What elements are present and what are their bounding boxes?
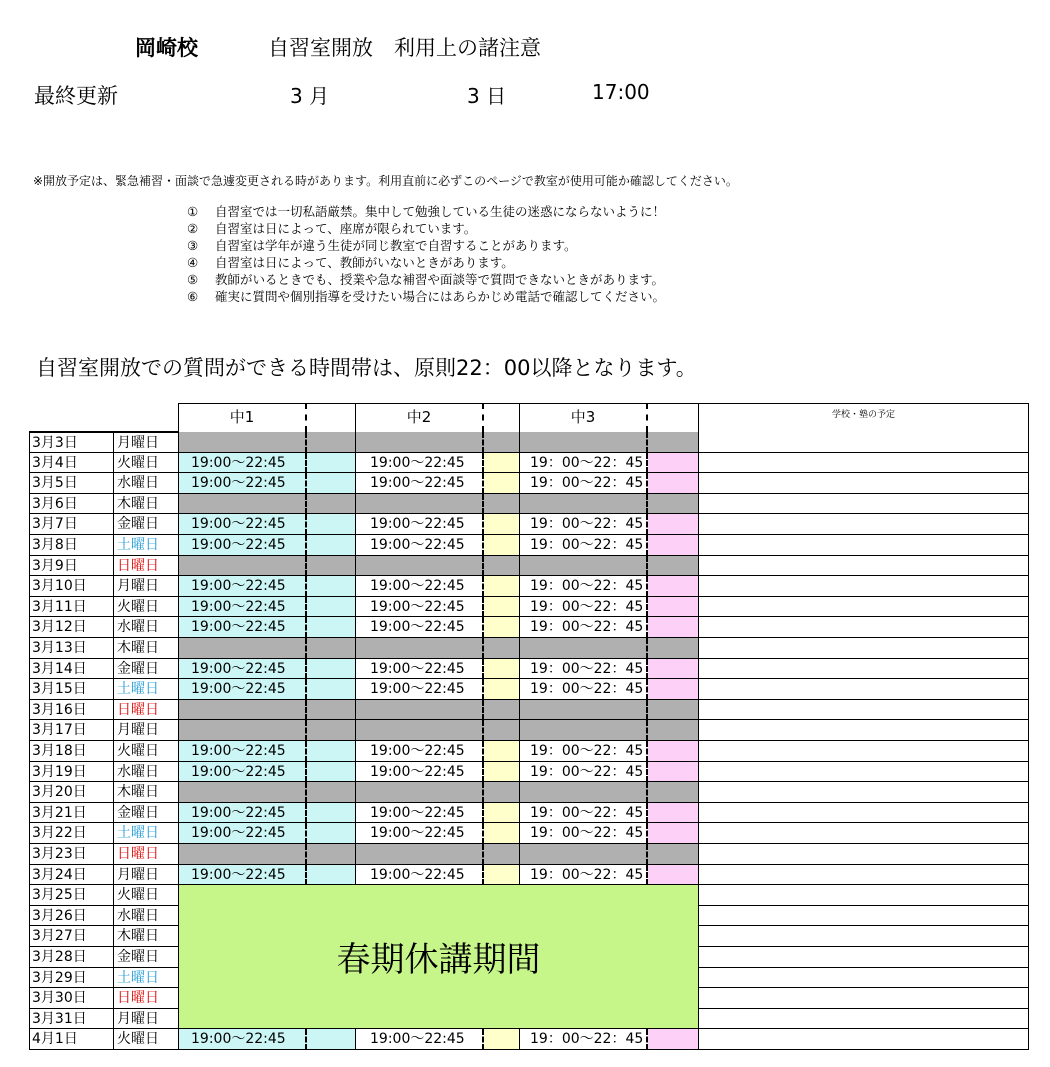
open-time-cell-extra	[648, 741, 699, 762]
date-cell: 3月11日	[29, 597, 114, 618]
open-time-cell-extra	[307, 679, 356, 700]
rule-text: 自習室は日によって、教師がいないときがあります。	[215, 255, 514, 270]
closed-cell-extra	[484, 700, 520, 721]
weekday-cell: 木曜日	[114, 494, 179, 515]
notes-cell	[699, 576, 1029, 597]
closed-cell	[356, 720, 484, 741]
open-time-cell: 19:00～22:45	[356, 1029, 484, 1050]
weekday-cell: 火曜日	[114, 885, 179, 906]
weekday-cell: 金曜日	[114, 803, 179, 824]
closed-cell	[356, 638, 484, 659]
open-time-cell-extra	[648, 803, 699, 824]
open-time-cell-extra	[484, 1029, 520, 1050]
rule-item	[187, 271, 665, 288]
weekday-cell: 月曜日	[114, 1009, 179, 1030]
weekday-cell: 木曜日	[114, 782, 179, 803]
notes-cell	[699, 844, 1029, 865]
closed-cell-extra	[307, 556, 356, 577]
column-header-extra	[307, 403, 356, 432]
open-time-cell: 19:00～22:45	[179, 473, 307, 494]
open-time-cell: 19：00～22：45	[520, 514, 648, 535]
column-header-extra	[648, 403, 699, 432]
closed-cell-extra	[648, 844, 699, 865]
closed-cell	[520, 432, 648, 453]
date-cell: 3月27日	[29, 926, 114, 947]
notes-cell	[699, 556, 1029, 577]
weekday-cell: 日曜日	[114, 988, 179, 1009]
open-time-cell-extra	[484, 803, 520, 824]
open-time-cell-extra	[484, 762, 520, 783]
header-blank	[29, 403, 179, 432]
open-time-cell: 19:00～22:45	[179, 659, 307, 680]
closed-cell	[520, 494, 648, 515]
open-time-cell: 19:00～22:45	[356, 514, 484, 535]
open-time-cell: 19：00～22：45	[520, 473, 648, 494]
open-time-cell: 19：00～22：45	[520, 679, 648, 700]
column-header-grade: 中2	[356, 403, 484, 432]
open-time-cell-extra	[484, 535, 520, 556]
open-time-cell: 19：00～22：45	[520, 762, 648, 783]
notes-cell	[699, 823, 1029, 844]
open-time-cell: 19:00～22:45	[356, 535, 484, 556]
closed-cell-extra	[484, 494, 520, 515]
date-cell: 3月30日	[29, 988, 114, 1009]
closed-cell-extra	[484, 556, 520, 577]
open-time-cell-extra	[307, 659, 356, 680]
open-time-cell-extra	[648, 823, 699, 844]
open-time-cell-extra	[484, 823, 520, 844]
closed-cell-extra	[648, 720, 699, 741]
notes-cell	[699, 926, 1029, 947]
open-time-cell-extra	[484, 865, 520, 886]
updated-day: 3 日	[467, 84, 507, 108]
notes-cell	[699, 947, 1029, 968]
open-time-cell-extra	[648, 679, 699, 700]
weekday-cell: 月曜日	[114, 865, 179, 886]
notes-cell	[699, 679, 1029, 700]
weekday-cell: 月曜日	[114, 720, 179, 741]
notes-cell	[699, 700, 1029, 721]
closed-cell	[179, 782, 307, 803]
closed-cell-extra	[648, 432, 699, 453]
date-cell: 3月15日	[29, 679, 114, 700]
open-time-cell-extra	[307, 576, 356, 597]
date-cell: 3月19日	[29, 762, 114, 783]
weekday-cell: 土曜日	[114, 679, 179, 700]
weekday-cell: 日曜日	[114, 556, 179, 577]
weekday-cell: 水曜日	[114, 617, 179, 638]
open-time-cell-extra	[307, 1029, 356, 1050]
closed-cell	[520, 700, 648, 721]
date-cell: 3月9日	[29, 556, 114, 577]
column-header-grade: 中1	[179, 403, 307, 432]
open-time-cell-extra	[648, 453, 699, 474]
date-cell: 3月3日	[29, 432, 114, 453]
closed-cell-extra	[484, 844, 520, 865]
date-cell: 3月4日	[29, 453, 114, 474]
schedule-change-notice: ※開放予定は、緊急補習・面談で急遽変更される時があります。利用直前に必ずこのページで教室が使用可能か確認してください。	[33, 174, 738, 188]
date-cell: 3月31日	[29, 1009, 114, 1030]
closed-cell-extra	[307, 638, 356, 659]
closed-cell	[356, 844, 484, 865]
weekday-cell: 土曜日	[114, 823, 179, 844]
school-name: 岡崎校	[135, 36, 198, 60]
open-time-cell: 19：00～22：45	[520, 865, 648, 886]
last-updated-label: 最終更新	[34, 84, 118, 108]
open-time-cell-extra	[648, 535, 699, 556]
open-time-cell-extra	[307, 514, 356, 535]
closed-cell	[520, 844, 648, 865]
date-cell: 3月16日	[29, 700, 114, 721]
date-cell: 3月8日	[29, 535, 114, 556]
date-cell: 3月12日	[29, 617, 114, 638]
date-cell: 4月1日	[29, 1029, 114, 1050]
date-cell: 3月13日	[29, 638, 114, 659]
notes-cell	[699, 968, 1029, 989]
open-time-cell: 19:00～22:45	[179, 576, 307, 597]
rule-number: ①	[187, 204, 199, 219]
closed-cell	[179, 720, 307, 741]
closed-cell-extra	[484, 720, 520, 741]
open-time-cell-extra	[307, 865, 356, 886]
open-time-cell: 19:00～22:45	[356, 741, 484, 762]
open-time-cell-extra	[648, 576, 699, 597]
date-cell: 3月10日	[29, 576, 114, 597]
rule-text: 教師がいるときでも、授業や急な補習や面談等で質問できないときがあります。	[215, 272, 665, 287]
rule-number: ⑤	[187, 272, 199, 287]
date-cell: 3月17日	[29, 720, 114, 741]
notes-column-header: 学校・塾の予定	[699, 403, 1029, 432]
open-time-cell-extra	[307, 741, 356, 762]
weekday-cell: 水曜日	[114, 762, 179, 783]
closed-cell-extra	[307, 432, 356, 453]
closed-cell-extra	[307, 700, 356, 721]
rule-number: ③	[187, 238, 199, 253]
date-cell: 3月7日	[29, 514, 114, 535]
notes-cell	[699, 906, 1029, 927]
notes-cell	[699, 803, 1029, 824]
open-time-cell: 19:00～22:45	[356, 865, 484, 886]
date-cell: 3月29日	[29, 968, 114, 989]
weekday-cell: 土曜日	[114, 535, 179, 556]
usage-rules-list	[187, 203, 665, 305]
date-cell: 3月6日	[29, 494, 114, 515]
closed-cell	[179, 432, 307, 453]
open-time-cell: 19:00～22:45	[356, 617, 484, 638]
weekday-cell: 水曜日	[114, 906, 179, 927]
rule-item	[187, 203, 665, 220]
open-time-cell: 19：00～22：45	[520, 597, 648, 618]
date-cell: 3月18日	[29, 741, 114, 762]
closed-cell-extra	[648, 556, 699, 577]
notes-cell	[699, 865, 1029, 886]
closed-cell-extra	[307, 782, 356, 803]
open-time-cell: 19:00～22:45	[179, 514, 307, 535]
open-time-cell-extra	[648, 514, 699, 535]
open-time-cell-extra	[648, 1029, 699, 1050]
open-time-cell-extra	[484, 453, 520, 474]
weekday-cell: 金曜日	[114, 659, 179, 680]
closed-cell-extra	[307, 494, 356, 515]
open-time-cell: 19：00～22：45	[520, 823, 648, 844]
open-time-cell: 19:00～22:45	[356, 473, 484, 494]
weekday-cell: 月曜日	[114, 576, 179, 597]
rule-item	[187, 288, 665, 305]
rule-text: 自習室は日によって、座席が限られています。	[215, 221, 477, 236]
open-time-cell-extra	[307, 597, 356, 618]
open-time-cell-extra	[484, 576, 520, 597]
notes-cell	[699, 432, 1029, 453]
rule-number: ⑥	[187, 289, 199, 304]
open-time-cell: 19：00～22：45	[520, 576, 648, 597]
open-time-cell-extra	[648, 617, 699, 638]
closed-cell-extra	[648, 638, 699, 659]
notes-cell	[699, 762, 1029, 783]
rule-item	[187, 237, 665, 254]
updated-month: 3 月	[290, 84, 330, 108]
notes-cell	[699, 453, 1029, 474]
closed-cell-extra	[648, 494, 699, 515]
closed-cell	[520, 638, 648, 659]
rule-text: 確実に質問や個別指導を受けたい場合にはあらかじめ電話で確認してください。	[215, 289, 666, 304]
notes-cell	[699, 638, 1029, 659]
open-time-cell: 19：00～22：45	[520, 1029, 648, 1050]
open-time-cell: 19：00～22：45	[520, 741, 648, 762]
closed-cell	[179, 700, 307, 721]
date-cell: 3月23日	[29, 844, 114, 865]
open-time-cell: 19:00～22:45	[179, 535, 307, 556]
closed-cell	[179, 638, 307, 659]
page-title: 自習室開放 利用上の諸注意	[268, 36, 541, 60]
notes-cell	[699, 741, 1029, 762]
open-time-cell-extra	[648, 865, 699, 886]
weekday-cell: 木曜日	[114, 926, 179, 947]
open-time-cell: 19:00～22:45	[356, 679, 484, 700]
notes-cell	[699, 659, 1029, 680]
open-time-cell: 19:00～22:45	[356, 803, 484, 824]
question-time-notice: 自習室開放での質問ができる時間帯は、原則22：00以降となります。	[36, 356, 697, 380]
notes-cell	[699, 514, 1029, 535]
weekday-cell: 木曜日	[114, 638, 179, 659]
closed-cell-extra	[484, 638, 520, 659]
open-time-cell: 19：00～22：45	[520, 535, 648, 556]
open-time-cell: 19:00～22:45	[356, 597, 484, 618]
open-time-cell: 19:00～22:45	[356, 576, 484, 597]
closed-cell	[356, 700, 484, 721]
closed-cell	[356, 556, 484, 577]
open-time-cell: 19:00～22:45	[179, 762, 307, 783]
notes-cell	[699, 473, 1029, 494]
open-time-cell: 19:00～22:45	[179, 679, 307, 700]
closed-cell-extra	[307, 844, 356, 865]
notes-cell	[699, 988, 1029, 1009]
closed-cell	[179, 556, 307, 577]
closed-cell-extra	[484, 782, 520, 803]
open-time-cell: 19：00～22：45	[520, 617, 648, 638]
date-cell: 3月21日	[29, 803, 114, 824]
open-time-cell: 19：00～22：45	[520, 803, 648, 824]
weekday-cell: 火曜日	[114, 1029, 179, 1050]
weekday-cell: 月曜日	[114, 432, 179, 453]
open-time-cell: 19：00～22：45	[520, 453, 648, 474]
closed-cell-extra	[307, 720, 356, 741]
date-cell: 3月26日	[29, 906, 114, 927]
open-time-cell-extra	[307, 453, 356, 474]
column-header-extra	[484, 403, 520, 432]
notes-cell	[699, 1009, 1029, 1030]
column-header-grade: 中3	[520, 403, 648, 432]
open-time-cell: 19:00～22:45	[179, 1029, 307, 1050]
rule-number: ②	[187, 221, 199, 236]
weekday-cell: 火曜日	[114, 453, 179, 474]
closed-cell	[356, 782, 484, 803]
weekday-cell: 金曜日	[114, 514, 179, 535]
weekday-cell: 日曜日	[114, 700, 179, 721]
spring-break-block: 春期休講期間	[179, 885, 699, 1029]
open-time-cell-extra	[484, 741, 520, 762]
weekday-cell: 水曜日	[114, 473, 179, 494]
open-time-cell-extra	[484, 617, 520, 638]
open-time-cell-extra	[307, 803, 356, 824]
notes-cell	[699, 1029, 1029, 1050]
date-cell: 3月24日	[29, 865, 114, 886]
weekday-cell: 日曜日	[114, 844, 179, 865]
notes-cell	[699, 494, 1029, 515]
open-time-cell: 19:00～22:45	[356, 453, 484, 474]
notes-cell	[699, 885, 1029, 906]
open-time-cell-extra	[484, 679, 520, 700]
open-time-cell-extra	[648, 597, 699, 618]
open-time-cell: 19:00～22:45	[356, 823, 484, 844]
open-time-cell: 19:00～22:45	[179, 823, 307, 844]
open-time-cell: 19:00～22:45	[179, 453, 307, 474]
closed-cell	[179, 494, 307, 515]
closed-cell-extra	[648, 782, 699, 803]
date-cell: 3月5日	[29, 473, 114, 494]
rule-item	[187, 254, 665, 271]
open-time-cell-extra	[307, 473, 356, 494]
open-time-cell-extra	[648, 659, 699, 680]
closed-cell	[520, 556, 648, 577]
notes-cell	[699, 617, 1029, 638]
rule-text: 自習室は学年が違う生徒が同じ教室で自習することがあります。	[215, 238, 577, 253]
weekday-cell: 火曜日	[114, 741, 179, 762]
open-time-cell: 19:00～22:45	[179, 597, 307, 618]
date-cell: 3月25日	[29, 885, 114, 906]
weekday-cell: 土曜日	[114, 968, 179, 989]
closed-cell	[356, 494, 484, 515]
open-time-cell-extra	[307, 762, 356, 783]
open-time-cell-extra	[484, 473, 520, 494]
rule-number: ④	[187, 255, 199, 270]
open-time-cell-extra	[307, 617, 356, 638]
notes-cell	[699, 782, 1029, 803]
updated-time: 17:00	[592, 80, 650, 104]
notes-cell	[699, 720, 1029, 741]
open-time-cell-extra	[484, 659, 520, 680]
notes-cell	[699, 535, 1029, 556]
open-time-cell: 19:00～22:45	[179, 803, 307, 824]
open-time-cell-extra	[307, 535, 356, 556]
weekday-cell: 金曜日	[114, 947, 179, 968]
open-time-cell: 19:00～22:45	[356, 762, 484, 783]
date-cell: 3月20日	[29, 782, 114, 803]
closed-cell-extra	[484, 432, 520, 453]
date-cell: 3月28日	[29, 947, 114, 968]
open-time-cell-extra	[484, 597, 520, 618]
open-time-cell-extra	[484, 514, 520, 535]
closed-cell	[520, 782, 648, 803]
open-time-cell: 19:00～22:45	[356, 659, 484, 680]
open-time-cell-extra	[648, 762, 699, 783]
open-time-cell: 19:00～22:45	[179, 741, 307, 762]
open-time-cell: 19:00～22:45	[179, 865, 307, 886]
date-cell: 3月22日	[29, 823, 114, 844]
closed-cell-extra	[648, 700, 699, 721]
closed-cell	[520, 720, 648, 741]
notes-cell	[699, 597, 1029, 618]
open-time-cell-extra	[307, 823, 356, 844]
open-time-cell-extra	[648, 473, 699, 494]
open-time-cell: 19:00～22:45	[179, 617, 307, 638]
open-time-cell: 19：00～22：45	[520, 659, 648, 680]
closed-cell	[179, 844, 307, 865]
weekday-cell: 火曜日	[114, 597, 179, 618]
date-cell: 3月14日	[29, 659, 114, 680]
rule-text: 自習室では一切私語厳禁。集中して勉強している生徒の迷惑にならないように！	[215, 204, 666, 219]
rule-item	[187, 220, 665, 237]
closed-cell	[356, 432, 484, 453]
